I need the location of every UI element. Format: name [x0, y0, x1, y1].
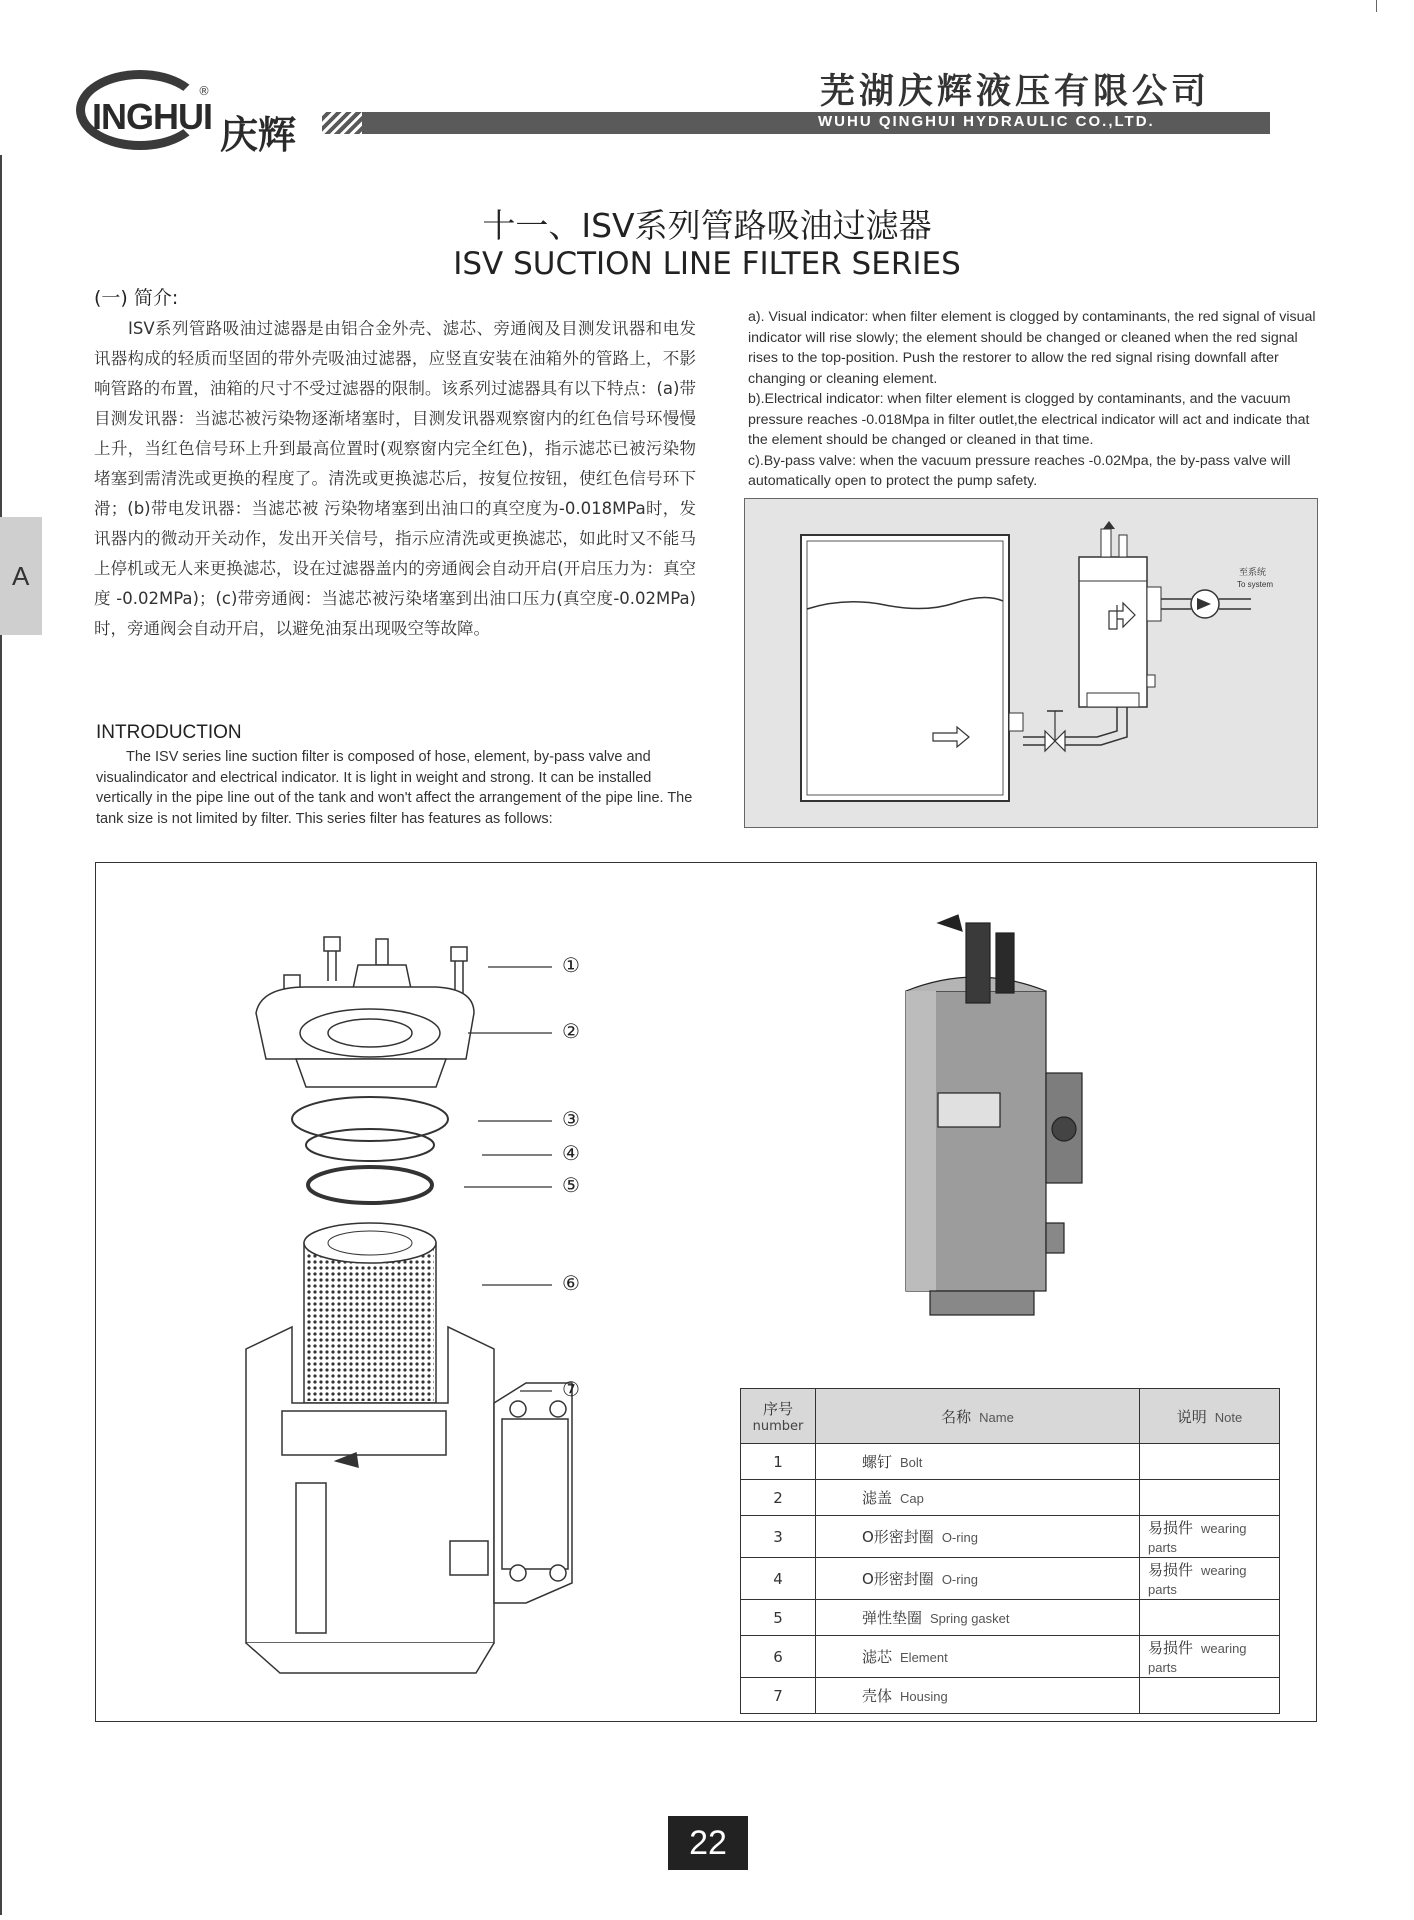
indicator-shape	[1101, 529, 1111, 557]
o-ring-shape	[292, 1097, 448, 1141]
intro-heading-cn: (一) 简介:	[94, 287, 179, 309]
features-text	[748, 307, 1324, 492]
to-system-en: To system	[1237, 580, 1274, 589]
table-row: 7 壳体 Housing	[741, 1678, 1280, 1714]
installation-diagram-svg	[745, 499, 1317, 827]
page-edge-mark	[1376, 0, 1377, 12]
table-row: 6 滤芯 Element 易损件 wearing parts	[741, 1636, 1280, 1678]
table-row: 5 弹性垫圈 Spring gasket	[741, 1600, 1280, 1636]
spring-gasket-shape	[308, 1167, 432, 1203]
company-name-cn: 芜湖庆辉液压有限公司	[820, 72, 1211, 112]
parts-table	[740, 1388, 1280, 1714]
filter-body-shape	[1079, 557, 1147, 707]
page-title-en: ISV SUCTION LINE FILTER SERIES	[453, 246, 961, 282]
table-row: 4 O形密封圈 O-ring 易损件 wearing parts	[741, 1558, 1280, 1600]
registered-mark: ®	[198, 84, 210, 98]
to-system-cn: 至系统	[1239, 568, 1267, 578]
logo-text: INGHUI	[92, 96, 212, 137]
tank-shape	[801, 535, 1009, 801]
col-name: 名称 Name	[816, 1389, 1140, 1444]
col-number: 序号 number	[741, 1389, 816, 1444]
table-row: 2 滤盖 Cap	[741, 1480, 1280, 1516]
header-bar-stripe	[322, 112, 362, 134]
cap-shape	[256, 939, 474, 1087]
callout-lines	[464, 967, 552, 1391]
installation-diagram	[744, 498, 1318, 828]
callout-3: ③	[562, 1107, 580, 1131]
feature-c: c).By-pass valve: when the vacuum pressure reaches -0.02Mpa, the by-pass valve will automatically open to protect the pump safety.	[748, 452, 1291, 489]
intro-heading-en: INTRODUCTION	[96, 722, 242, 743]
table-row: 3 O形密封圈 O-ring 易损件 wearing parts	[741, 1516, 1280, 1558]
callout-2: ②	[562, 1019, 580, 1043]
section-tab	[0, 517, 42, 635]
bolt-shape	[324, 937, 340, 951]
callout-6: ⑥	[562, 1271, 580, 1295]
col-note: 说明 Note	[1140, 1389, 1280, 1444]
feature-a: a). Visual indicator: when filter element is clogged by contaminants, the red signal of visual indicator will rise slowly; the element should be changed or cleaned when the red signal rises to the top-position. Push the restorer to allow the red signal rising downfall after changing or cleaning element.	[748, 309, 1316, 387]
logo-cn: 庆辉	[220, 113, 297, 157]
element-shape	[304, 1223, 436, 1403]
feature-b: b).Electrical indicator: when filter element is clogged by contaminants, and the vacuum pressure reaches -0.018Mpa in filter outlet,the electrical indicator will act and indicate that the element should be changed or cleaned in that time.	[748, 391, 1310, 448]
page-title-cn: 十一、ISV系列管路吸油过滤器	[482, 206, 932, 245]
callout-7: ⑦	[562, 1377, 580, 1401]
company-name-en: WUHU QINGHUI HYDRAULIC CO.,LTD.	[818, 113, 1155, 130]
callout-1: ①	[562, 953, 580, 977]
callout-4: ④	[562, 1141, 580, 1165]
callout-5: ⑤	[562, 1173, 580, 1197]
page-number: 22	[668, 1816, 748, 1870]
section-tab-label: A	[12, 561, 30, 591]
side-rule	[0, 155, 2, 1915]
table-row: 1 螺钉 Bolt	[741, 1444, 1280, 1480]
product-photo	[906, 915, 1082, 1315]
intro-body-cn: ISV系列管路吸油过滤器是由铝合金外壳、滤芯、旁通阀及目测发讯器和电发讯器构成的轻质而坚固的带外壳吸油过滤器，应竖直安装在油箱外的管路上，不影响管路的布置，油箱的尺寸不受过滤器的限制。该系列过滤器具有以下特点：(a)带目测发讯器：当滤芯被污染物逐渐堵塞时，目测发讯器观察窗内的红色信号环慢慢上升，当红色信号环上升到最高位置时(观察窗内完全红色)，指示滤芯已被污染物堵塞到需清洗或更换的程度了。清洗或更换滤芯后，按复位按钮，使红色信号环下滑；(b)带电发讯器：当滤芯被 污染物堵塞到出油口的真空度为-0.018MPa时，发讯器内的微动开关动作，发出开关信号，指示应清洗或更换滤芯，如此时又不能马上停机或无人来更换滤芯，设在过滤器盖内的旁通阀会自动开启(开启压力为：真空度 -0.02MPa)；(c)带旁通阀：当滤芯被污染堵塞到出油口压力(真空度-0.02MPa)时，旁通阀会自动开启，以避免油泵出现吸空等故障。	[94, 319, 696, 638]
intro-body-en: The ISV series line suction filter is composed of hose, element, by-pass valve and visualindicator and electrical indicator. It is light in weight and strong. It can be installed vertically in the pipe line out of the tank and won't affect the arrangement of the pipe line. The tank size is not limited by filter. This series filter has features as follows:	[96, 749, 693, 827]
